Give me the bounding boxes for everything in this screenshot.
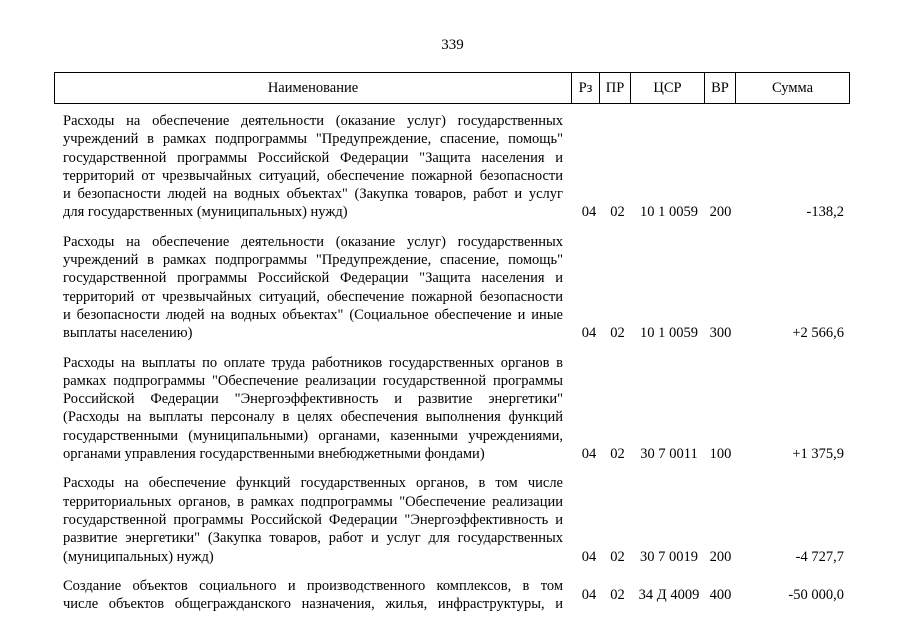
row-name-line: Расходы на обеспечение деятельности (оказание услуг) государственных	[63, 113, 563, 129]
row-name	[54, 233, 571, 343]
row-name	[54, 474, 571, 565]
header-rz: Рз	[572, 73, 600, 103]
row-name-line: учреждений в рамках подпрограммы "Предупреждение, спасение, помощь"	[63, 131, 563, 148]
row-sum: -138,2	[806, 204, 844, 221]
row-vr: 200	[709, 204, 732, 221]
table-row	[54, 354, 850, 464]
row-name-line: и безопасности людей на водных объектах" (Социальное обеспечение и иные	[63, 306, 563, 323]
row-pr: 02	[610, 204, 625, 221]
table-row	[54, 233, 850, 343]
row-csr: 10 1 0059	[640, 325, 698, 342]
row-name-line: для государственных (муниципальных) нужд)	[63, 204, 348, 221]
row-rz: 04	[581, 548, 597, 565]
row-csr: 10 1 0059	[640, 204, 698, 221]
row-vr: 200	[709, 548, 732, 565]
row-name-line: выплаты населению)	[63, 325, 193, 342]
header-sum: Сумма	[771, 79, 814, 96]
row-name-line: и безопасности людей на водных объектах" (Закупка товаров, работ и услуг	[63, 186, 563, 203]
header-name: Наименование	[55, 73, 572, 103]
page-number: 339	[441, 37, 464, 53]
budget-table	[54, 72, 850, 624]
row-name-line: органами управления государственными внебюджетными фондами)	[63, 446, 485, 463]
table-body	[54, 104, 850, 613]
row-csr: 34 Д 4009	[638, 586, 700, 603]
row-name-line: государственной программы Российской Федерации "Энергоэффективность и	[63, 511, 563, 528]
row-rz: 04	[581, 325, 597, 342]
table-header	[54, 72, 850, 104]
row-name-line: Расходы на обеспечение функций государственных органов, в том числе	[63, 475, 563, 492]
row-name-line: территорий от чрезвычайных ситуаций, обеспечение пожарной безопасности	[63, 167, 563, 184]
row-vr: 400	[709, 586, 732, 603]
row-name-line: (муниципальных) нужд)	[63, 548, 214, 565]
row-csr: 30 7 0011	[640, 446, 698, 463]
row-name-line: (Расходы на выплаты персоналу в целях обеспечения выполнения функций	[63, 409, 563, 426]
row-name-line: рамках подпрограммы "Обеспечение реализации государственной программы	[63, 372, 563, 389]
row-name-line: государственной программы Российской Федерации "Защита населения и	[63, 270, 563, 287]
row-sum: +1 375,9	[792, 446, 844, 463]
row-sum: -4 727,7	[795, 548, 844, 565]
row-name-line: учреждений в рамках подпрограммы "Предупреждение, спасение, помощь"	[63, 252, 563, 269]
row-name-line: Расходы на выплаты по оплате труда работников государственных органов в	[63, 354, 563, 371]
row-sum: -50 000,0	[788, 586, 844, 603]
row-rz: 04	[581, 204, 597, 221]
row-name	[54, 112, 571, 222]
row-name-line: территориальных органов, в рамках подпрограммы "Обеспечение реализации	[63, 493, 563, 510]
row-vr: 300	[709, 325, 732, 342]
row-vr: 100	[709, 446, 732, 463]
row-sum: +2 566,6	[792, 325, 844, 342]
row-name-line: числе объектов общегражданского назначения, жилья, инфраструктуры, и	[63, 596, 563, 613]
row-rz: 04	[581, 586, 597, 603]
header-pr: ПР	[600, 73, 631, 103]
row-pr: 02	[610, 586, 625, 603]
row-csr: 30 7 0019	[640, 548, 698, 565]
row-name-line: государственной программы Российской Федерации "Защита населения и	[63, 149, 563, 166]
row-name	[54, 577, 571, 614]
row-name-line: развитие энергетики" (Закупка товаров, работ и услуг для государственных	[63, 530, 563, 547]
row-name-line: государственными (муниципальными) органами, казенными учреждениями,	[63, 427, 563, 444]
header-csr: ЦСР	[631, 73, 705, 103]
row-rz: 04	[581, 446, 597, 463]
row-pr: 02	[610, 325, 625, 342]
row-name-line: Создание объектов социального и производственного комплексов, в том	[63, 577, 563, 594]
row-name-line: территорий от чрезвычайных ситуаций, обеспечение пожарной безопасности	[63, 288, 563, 305]
table-row	[54, 112, 850, 222]
table-row	[54, 577, 850, 614]
row-name-line: Российской Федерации "Энергоэффективность и развитие энергетики"	[63, 391, 563, 408]
row-pr: 02	[610, 446, 625, 463]
table-row	[54, 474, 850, 565]
row-pr: 02	[610, 548, 625, 565]
row-name-line: Расходы на обеспечение деятельности (оказание услуг) государственных	[63, 233, 563, 250]
row-name	[54, 354, 571, 464]
header-vr: ВР	[705, 73, 736, 103]
